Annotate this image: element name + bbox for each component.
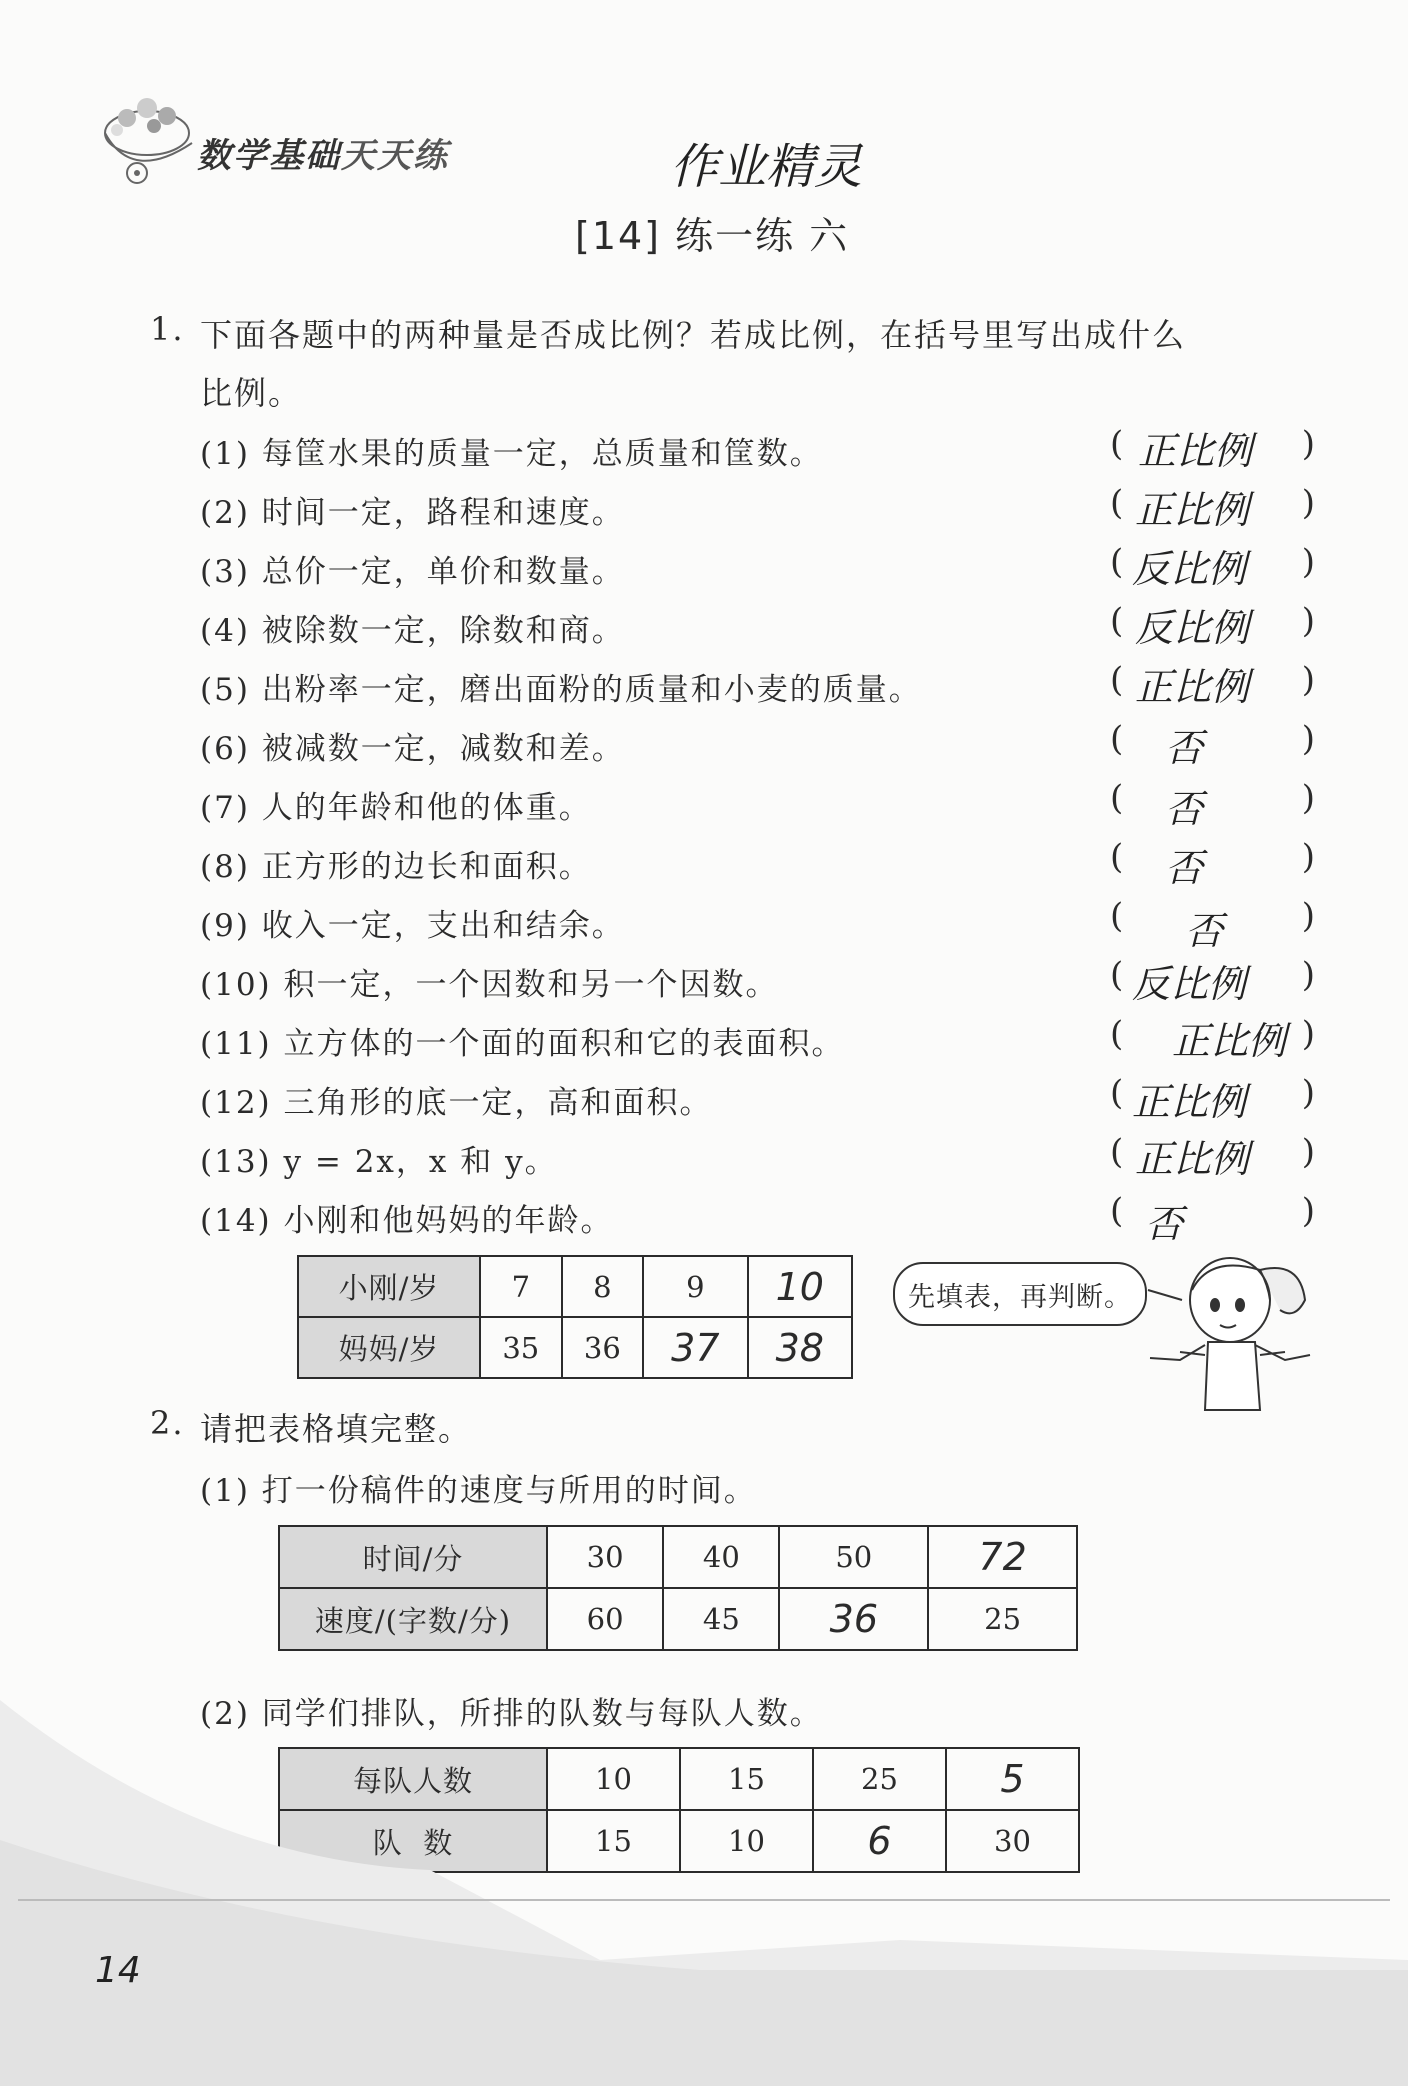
q1-item	[200, 959, 779, 1004]
table-cell: 35	[480, 1317, 562, 1378]
part-label: (2)	[200, 1696, 250, 1732]
table-cell-handwritten: 38	[748, 1317, 852, 1378]
q1-item	[200, 1077, 713, 1122]
paren-open: (	[1110, 719, 1124, 759]
table-header-cell: 时间/分	[279, 1526, 547, 1588]
q1-item	[200, 782, 592, 827]
part-label: (1)	[200, 1473, 250, 1509]
q1-item	[200, 664, 922, 709]
table-cell: 10	[680, 1810, 813, 1872]
handwritten-answer: 否	[1185, 909, 1224, 953]
handwritten-answer: 正比例	[1138, 429, 1253, 473]
handwritten-answer: 正比例	[1135, 1137, 1250, 1181]
speech-bubble	[893, 1262, 1147, 1326]
item-text: 正方形的边长和面积。	[261, 849, 592, 885]
paren-close: )	[1301, 955, 1315, 995]
answer-slot	[1110, 542, 1315, 591]
paren-close: )	[1301, 778, 1315, 818]
table-cell: 36	[562, 1317, 644, 1378]
part-text: 同学们排队，所排的队数与每队人数。	[261, 1696, 823, 1732]
answer-slot	[1110, 601, 1315, 650]
answer-slot	[1110, 837, 1315, 890]
table-cell-handwritten: 36	[779, 1588, 928, 1650]
answer-slot	[1110, 1073, 1315, 1124]
item-text: 时间一定，路程和速度。	[261, 495, 625, 531]
paren-close: )	[1301, 1014, 1315, 1054]
item-text: 被除数一定，除数和商。	[261, 613, 625, 649]
item-label: (14)	[200, 1203, 272, 1239]
item-label: (5)	[200, 672, 250, 708]
item-text: 小刚和他妈妈的年龄。	[283, 1203, 614, 1239]
item-label: (11)	[200, 1026, 272, 1062]
table-header-cell: 队 数	[279, 1810, 547, 1872]
table-cell: 25	[813, 1748, 946, 1810]
paren-open: (	[1110, 1191, 1124, 1231]
paren-open: (	[1110, 1073, 1124, 1113]
brand-logo	[92, 88, 512, 208]
paren-open: (	[1110, 896, 1124, 936]
item-text: 三角形的底一定，高和面积。	[283, 1085, 713, 1121]
brand-title	[197, 128, 449, 177]
handwritten-answer: 反比例	[1135, 606, 1250, 650]
table-header-cell: 小刚/岁	[298, 1256, 480, 1317]
paren-open: (	[1110, 483, 1124, 523]
item-text: 总价一定，单价和数量。	[261, 554, 625, 590]
table-header-cell: 每队人数	[279, 1748, 547, 1810]
table-cell: 7	[480, 1256, 562, 1317]
q2-part1-title	[200, 1465, 757, 1510]
table-cell: 50	[779, 1526, 928, 1588]
age-table	[297, 1255, 853, 1379]
paren-close: )	[1301, 837, 1315, 877]
table-cell: 30	[946, 1810, 1079, 1872]
item-text: 出粉率一定，磨出面粉的质量和小麦的质量。	[261, 672, 922, 708]
item-label: (3)	[200, 554, 250, 590]
item-label: (13)	[200, 1144, 272, 1180]
item-label: (12)	[200, 1085, 272, 1121]
table-row	[279, 1526, 1077, 1588]
table-cell-handwritten: 72	[928, 1526, 1077, 1588]
handwritten-answer: 正比例	[1135, 488, 1250, 532]
table-cell-handwritten: 6	[813, 1810, 946, 1872]
q1-item	[200, 546, 625, 591]
item-text: 被减数一定，减数和差。	[261, 731, 625, 767]
page-number: 14	[95, 1950, 141, 1991]
brand-title-main: 数学基础	[197, 136, 341, 176]
answer-slot	[1110, 955, 1315, 1006]
paren-open: (	[1110, 778, 1124, 818]
paren-open: (	[1110, 601, 1124, 641]
handwritten-answer: 正比例	[1135, 665, 1250, 709]
q1-item	[200, 428, 823, 473]
answer-slot	[1110, 719, 1315, 770]
answer-slot	[1110, 1132, 1315, 1181]
lesson-title: [14] 练一练 六	[575, 214, 850, 258]
handwritten-answer: 反比例	[1132, 547, 1247, 591]
item-label: (1)	[200, 436, 250, 472]
paren-close: )	[1301, 896, 1315, 936]
item-text: y = 2x，x 和 y。	[283, 1144, 558, 1180]
brand-title-tiantian: 天天练	[341, 136, 449, 176]
table-cell: 45	[663, 1588, 779, 1650]
answer-slot	[1110, 660, 1315, 709]
q1-number: 1.	[150, 310, 185, 348]
table-cell: 60	[547, 1588, 663, 1650]
q1-text-line1: 下面各题中的两种量是否成比例？若成比例，在括号里写出成什么	[200, 316, 1187, 354]
handwritten-title: 作业精灵	[670, 139, 863, 195]
table-cell: 25	[928, 1588, 1077, 1650]
handwritten-answer: 否	[1165, 726, 1204, 770]
paren-close: )	[1301, 601, 1315, 641]
paren-close: )	[1301, 542, 1315, 582]
handwritten-answer: 否	[1165, 846, 1204, 890]
q1-item	[200, 487, 625, 532]
table-row	[298, 1256, 852, 1317]
table-cell-handwritten: 5	[946, 1748, 1079, 1810]
answer-slot	[1110, 778, 1315, 831]
q1-item	[200, 900, 625, 945]
item-label: (4)	[200, 613, 250, 649]
answer-slot	[1110, 896, 1315, 953]
table-cell: 10	[547, 1748, 680, 1810]
q1-text-line2: 比例。	[200, 374, 303, 412]
paren-open: (	[1110, 1014, 1124, 1054]
q2-text: 请把表格填完整。	[200, 1410, 473, 1448]
paren-open: (	[1110, 660, 1124, 700]
paren-close: )	[1301, 483, 1315, 523]
table-header-cell: 妈妈/岁	[298, 1317, 480, 1378]
answer-slot	[1110, 424, 1315, 473]
table-cell: 40	[663, 1526, 779, 1588]
handwritten-answer: 反比例	[1132, 962, 1247, 1006]
table-cell: 15	[680, 1748, 813, 1810]
answer-slot	[1110, 1191, 1315, 1246]
item-label: (6)	[200, 731, 250, 767]
paren-close: )	[1301, 1132, 1315, 1172]
handwritten-answer: 否	[1145, 1202, 1184, 1246]
item-label: (7)	[200, 790, 250, 826]
table-header-cell: 速度/(字数/分)	[279, 1588, 547, 1650]
q1-item	[200, 1018, 845, 1063]
item-label: (2)	[200, 495, 250, 531]
table-cell-handwritten: 37	[643, 1317, 747, 1378]
paren-open: (	[1110, 542, 1124, 582]
q1-item	[200, 605, 625, 650]
paren-close: )	[1301, 1073, 1315, 1113]
item-label: (10)	[200, 967, 272, 1003]
handwritten-answer: 正比例	[1132, 1080, 1247, 1124]
answer-slot	[1110, 483, 1315, 532]
handwritten-answer: 正比例	[1172, 1019, 1287, 1063]
girl-illustration-icon	[1120, 1240, 1320, 1420]
table-row	[298, 1317, 852, 1378]
paren-open: (	[1110, 837, 1124, 877]
table-cell: 15	[547, 1810, 680, 1872]
table-cell: 8	[562, 1256, 644, 1317]
item-text: 收入一定，支出和结余。	[261, 908, 625, 944]
paren-close: )	[1301, 1191, 1315, 1231]
paren-close: )	[1301, 719, 1315, 759]
table-cell-handwritten: 10	[748, 1256, 852, 1317]
speech-bubble-text: 先填表，再判断。	[908, 1281, 1132, 1313]
item-text: 立方体的一个面的面积和它的表面积。	[283, 1026, 845, 1062]
q1-item	[200, 723, 625, 768]
item-label: (8)	[200, 849, 250, 885]
item-text: 人的年龄和他的体重。	[261, 790, 592, 826]
table-cell: 9	[643, 1256, 747, 1317]
paren-close: )	[1301, 660, 1315, 700]
item-text: 积一定，一个因数和另一个因数。	[283, 967, 779, 1003]
item-label: (9)	[200, 908, 250, 944]
paren-open: (	[1110, 955, 1124, 995]
q1-item	[200, 1136, 558, 1181]
page-footer-decoration	[0, 1640, 1408, 2086]
paren-open: (	[1110, 424, 1124, 464]
paren-open: (	[1110, 1132, 1124, 1172]
q2-number: 2.	[150, 1404, 185, 1442]
q1-item	[200, 1195, 614, 1240]
table-cell: 30	[547, 1526, 663, 1588]
item-text: 每筐水果的质量一定，总质量和筐数。	[261, 436, 823, 472]
speed-time-table	[278, 1525, 1078, 1651]
paren-close: )	[1301, 424, 1315, 464]
part-text: 打一份稿件的速度与所用的时间。	[261, 1473, 757, 1509]
q1-item	[200, 841, 592, 886]
answer-slot	[1110, 1014, 1315, 1063]
handwritten-answer: 否	[1165, 787, 1204, 831]
